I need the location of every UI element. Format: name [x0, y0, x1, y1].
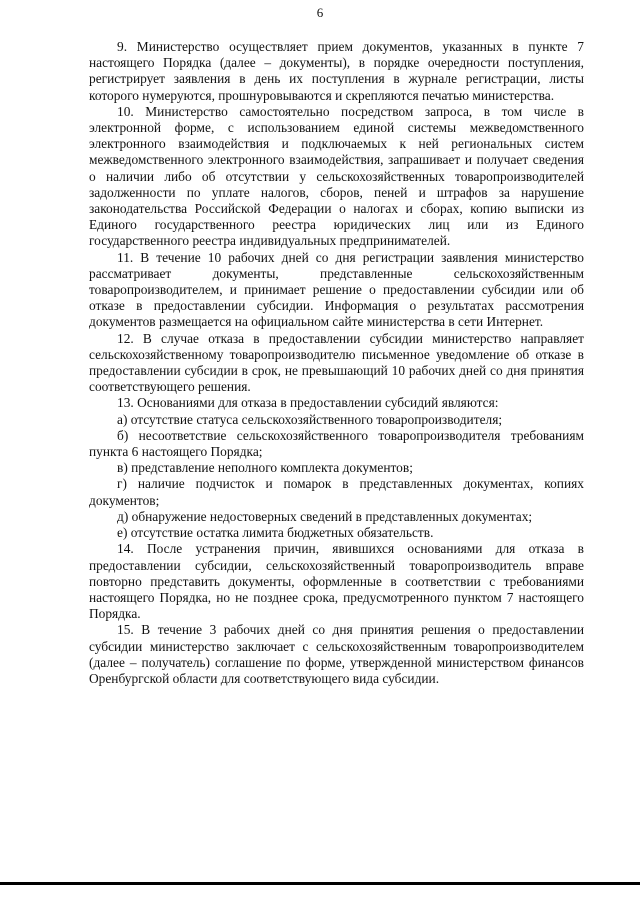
- list-item-b: б) несоответствие сельскохозяйственного товаропроизводителя требованиям пункта 6 настоящего Порядка;: [89, 427, 584, 460]
- paragraph-14: 14. После устранения причин, явившихся основаниями для отказа в предоставлении субсидии, сельскохозяйственный товаропроизводитель вправе повторно представить документы, оформленные в соответствии с требованиями настоящего Порядка, но не позднее срока, предусмотренного пунктом 7 настоящего Порядка.: [89, 541, 584, 622]
- list-item-e: е) отсутствие остатка лимита бюджетных обязательств.: [117, 525, 434, 541]
- bottom-rule: [0, 882, 640, 885]
- paragraph-11: 11. В течение 10 рабочих дней со дня регистрации заявления министерство рассматривает документы, представленные сельскохозяйственным товаропроизводителем, и принимает решение о предоставлении субсидии или об отказе в предоставлении субсидии. Информация о результатах рассмотрения документов размещается на официальном сайте министерства в сети Интернет.: [89, 249, 584, 330]
- list-item-d: д) обнаружение недостоверных сведений в представленных документах;: [117, 508, 533, 524]
- paragraph-12: 12. В случае отказа в предоставлении субсидии министерство направляет сельскохозяйственному товаропроизводителю письменное уведомление об отказе в предоставлении субсидии в срок, не превышающий 10 рабочих дней со дня принятия соответствующего решения.: [89, 330, 584, 395]
- list-item-g: г) наличие подчисток и помарок в представленных документах, копиях документов;: [89, 476, 584, 508]
- paragraph-15: 15. В течение 3 рабочих дней со дня принятия решения о предоставлении субсидии министерство заключает с сельскохозяйственным товаропроизводителем (далее – получатель) соглашение по форме, утвержденной министерством финансов Оренбургской области для соответствующего вида субсидии.: [89, 622, 584, 686]
- document-body: [89, 39, 584, 687]
- page-number: 6: [316, 5, 324, 20]
- paragraph-10: 10. Министерство самостоятельно посредством запроса, в том числе в электронной форме, с использованием единой системы межведомственного электронного взаимодействия и подключаемых к ней региональных систем межведомственного электронного взаимодействия, запрашивает и получает сведения о наличии либо об отсутствии у сельскохозяйственных товаропроизводителей задолженности по уплате налогов, сборов, пеней и штрафов за нарушение законодательства Российской Федерации о налогах и сборах, копию выписки из Единого государственного реестра юридических лиц или из Единого государственного реестра индивидуальных предпринимателей.: [89, 103, 584, 249]
- list-item-a: а) отсутствие статуса сельскохозяйственного товаропроизводителя;: [117, 411, 503, 427]
- paragraph-13: 13. Основаниями для отказа в предоставлении субсидий являются:: [117, 395, 499, 411]
- paragraph-9: 9. Министерство осуществляет прием документов, указанных в пункте 7 настоящего Порядка (далее – документы), в порядке очередности поступления, регистрирует заявления в день их поступления в журнале регистрации, листы которого нумеруются, прошнуровываются и скрепляются печатью министерства.: [89, 39, 584, 103]
- list-item-v: в) представление неполного комплекта документов;: [117, 460, 413, 476]
